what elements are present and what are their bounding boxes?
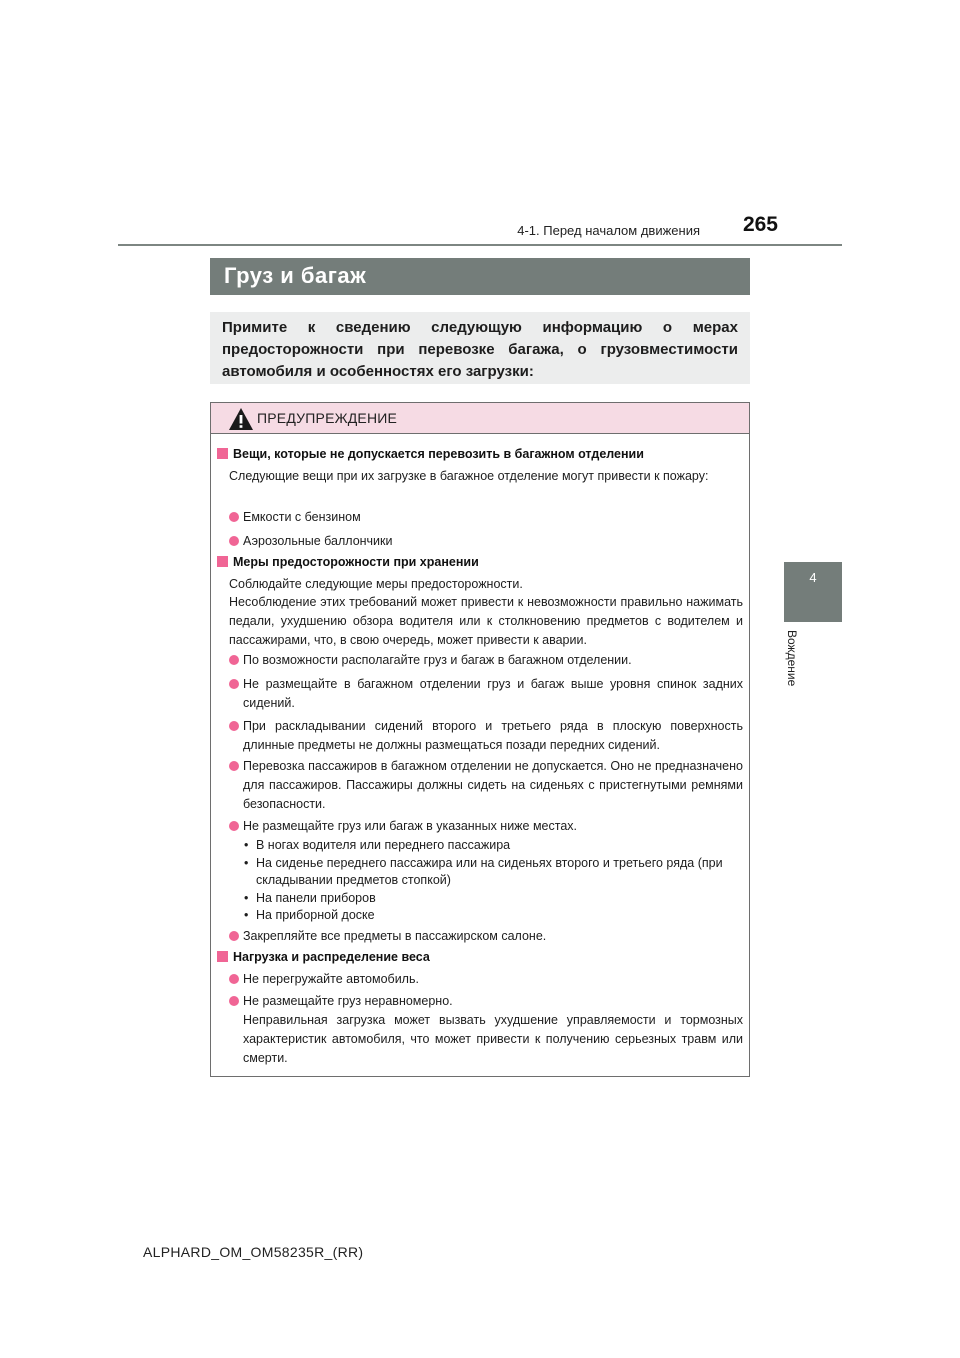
chapter-tab: 4: [784, 562, 842, 622]
warning-title: ПРЕДУПРЕЖДЕНИЕ: [257, 410, 398, 426]
list-item-continuation: [229, 1011, 743, 1068]
list-item: [229, 817, 743, 836]
list-item-text: Емкости с бензином: [243, 510, 361, 524]
circle-bullet-icon: [229, 974, 239, 984]
circle-bullet-icon: [229, 536, 239, 546]
sub-list-item: • В ногах водителя или переднего пассажира: [244, 838, 511, 852]
list-item-text: Перевозка пассажиров в багажном отделении не допускается. Оно не предназначено для пассажиров. Пассажиры должны сидеть на сиденьях с пристегнутыми ремнями безопасности.: [243, 759, 743, 811]
list-item: [229, 717, 743, 755]
circle-bullet-icon: [229, 679, 239, 689]
square-bullet-icon: [217, 951, 228, 962]
paragraph: Несоблюдение этих требований может привести к невозможности правильно нажимать педали, ухудшению обзора водителя или к столкновению предметов с водителем и пассажирами, что, в свою очередь, может привести к аварии.: [229, 595, 743, 647]
intro-text: Примите к сведению следующую информацию о мерах предосторожности при перевозке багажа, о грузовместимости автомобиля и особенностях его загрузки:: [222, 319, 738, 380]
list-item: [229, 757, 743, 814]
circle-bullet-icon: [229, 655, 239, 665]
section-heading-text: Меры предосторожности при хранении: [233, 555, 479, 569]
circle-bullet-icon: [229, 931, 239, 941]
list-item-text: Не перегружайте автомобиль.: [243, 972, 419, 986]
warning-triangle-icon: [228, 407, 254, 431]
circle-bullet-icon: [229, 761, 239, 771]
sub-list-item-text: На сиденье переднего пассажира или на сиденьях второго и третьего ряда (при складывании предметов стопкой): [256, 856, 723, 887]
list-item: [229, 992, 743, 1011]
list-item: [229, 532, 743, 551]
section-heading: [217, 950, 430, 964]
sub-list-item-text: В ногах водителя или переднего пассажира: [256, 838, 511, 852]
list-item-text: Неправильная загрузка может вызвать ухудшение управляемости и тормозных характеристик автомобиля, что может привести к получению серьезных травм или смерти.: [243, 1013, 743, 1065]
document-code: ALPHARD_OM_OM58235R_(RR): [143, 1244, 364, 1260]
intro-box: [210, 312, 750, 384]
page-title: Груз и багаж: [210, 258, 750, 295]
section-heading: [217, 555, 479, 569]
list-item: [229, 970, 743, 989]
list-item-text: Не размещайте груз или багаж в указанных ниже местах.: [243, 819, 578, 833]
chapter-label: [786, 630, 800, 710]
warning-box: [210, 402, 750, 1077]
header-divider: [118, 244, 842, 246]
circle-bullet-icon: [229, 996, 239, 1006]
list-item-text: Не размещайте в багажном отделении груз и багаж выше уровня спинок задних сидений.: [243, 677, 743, 710]
paragraph: Соблюдайте следующие меры предосторожности.: [229, 577, 523, 591]
sub-list-item: • На приборной доске: [244, 908, 375, 922]
section-heading-text: Вещи, которые не допускается перевозить в багажном отделении: [233, 447, 644, 461]
circle-bullet-icon: [229, 821, 239, 831]
sub-list-item: • На панели приборов: [244, 891, 376, 905]
circle-bullet-icon: [229, 721, 239, 731]
list-item: [229, 651, 743, 670]
list-item-text: Закрепляйте все предметы в пассажирском салоне.: [243, 929, 547, 943]
sub-list-item-text: На панели приборов: [256, 891, 376, 905]
list-item-text: Не размещайте груз неравномерно.: [243, 994, 453, 1008]
paragraph: Следующие вещи при их загрузке в багажное отделение могут привести к пожару:: [229, 469, 709, 483]
page-number: 265: [742, 213, 778, 236]
list-item: [229, 675, 743, 713]
header-section-title: 4-1. Перед началом движения: [517, 223, 700, 238]
list-item-text: Аэрозольные баллончики: [243, 534, 393, 548]
section-heading-text: Нагрузка и распределение веса: [233, 950, 430, 964]
circle-bullet-icon: [229, 512, 239, 522]
square-bullet-icon: [217, 448, 228, 459]
sub-list-item: • На сиденье переднего пассажира или на сиденьях второго и третьего ряда (при складывании предметов стопкой): [244, 856, 723, 887]
list-item-text: По возможности располагайте груз и багаж в багажном отделении.: [243, 653, 632, 667]
list-item: [229, 927, 743, 946]
list-item-text: При раскладывании сидений второго и третьего ряда в плоскую поверхность длинные предметы не должны размещаться позади передних сидений.: [243, 719, 743, 752]
chapter-label-text: Вождение: [785, 630, 799, 687]
warning-header: [211, 403, 749, 434]
list-item: [229, 508, 743, 527]
sub-list-item-text: На приборной доске: [256, 908, 375, 922]
section-heading: [217, 447, 644, 461]
square-bullet-icon: [217, 556, 228, 567]
